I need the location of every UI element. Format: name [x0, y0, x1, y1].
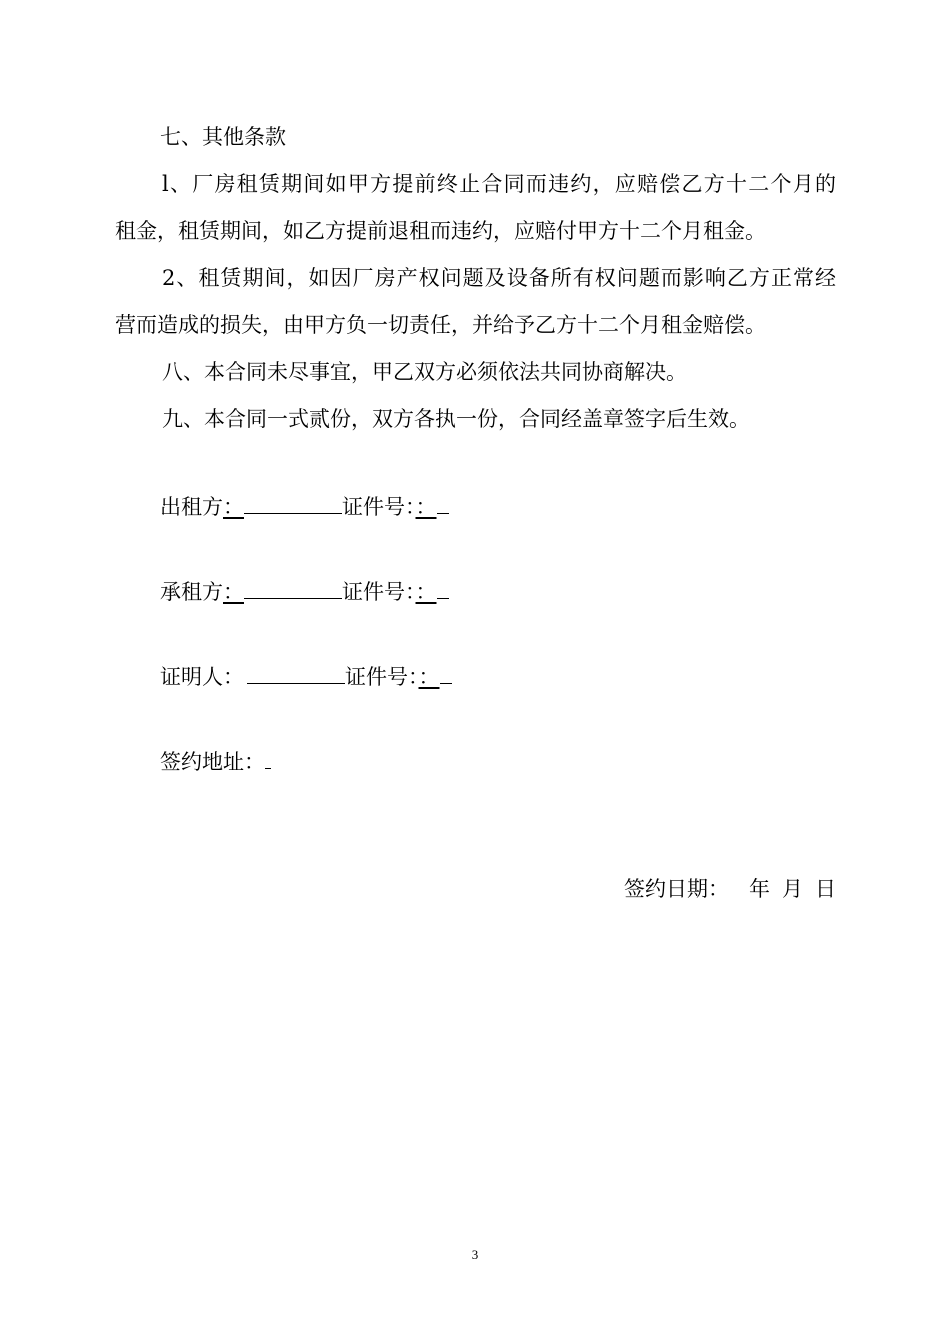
lessor-row — [160, 491, 449, 522]
lessee-row — [160, 576, 449, 607]
section-seven-heading: 七、其他条款 — [160, 125, 286, 149]
clause-1-line-1: l、厂房租赁期间如甲方提前终止合同而违约，应赔偿乙方十二个月的 — [162, 172, 836, 196]
section-eight: 八、本合同未尽事宜，甲乙双方必须依法共同协商解决。 — [162, 360, 687, 384]
witness-row — [160, 661, 452, 692]
lessor-colon: ： — [223, 495, 244, 519]
address-blank — [265, 746, 271, 769]
lessor-id-blank: ： — [415, 495, 437, 519]
witness-colon: ： — [223, 665, 244, 689]
sign-date-year: 年 — [749, 877, 770, 901]
lessor-label: 出租方 — [160, 495, 223, 519]
lessor-id-underline — [437, 491, 449, 514]
lessor-id-label: 证件号： — [342, 495, 416, 519]
witness-id-blank: ： — [418, 665, 440, 689]
witness-id-label: 证件号： — [345, 665, 419, 689]
sign-date-row — [624, 874, 836, 904]
witness-label: 证明人 — [160, 665, 223, 689]
address-row — [160, 746, 271, 777]
section-nine: 九、本合同一式贰份，双方各执一份，合同经盖章签字后生效。 — [162, 407, 750, 431]
lessee-id-label: 证件号： — [342, 580, 416, 604]
clause-1-line-2: 租金，租赁期间，如乙方提前退租而违约，应赔付甲方十二个月租金。 — [115, 219, 766, 243]
lessee-signature-blank — [244, 576, 342, 599]
lessee-colon: ： — [223, 580, 244, 604]
witness-id-underline — [440, 661, 452, 684]
sign-date-month: 月 — [782, 877, 803, 901]
address-label: 签约地址： — [160, 750, 265, 774]
sign-date-label: 签约日期： — [624, 877, 729, 901]
clause-2-line-2: 营而造成的损失，由甲方负一切责任，并给予乙方十二个月租金赔偿。 — [115, 313, 766, 337]
clause-2-line-1: 2、租赁期间，如因厂房产权问题及设备所有权问题而影响乙方正常经 — [162, 266, 836, 290]
lessee-id-underline — [437, 576, 449, 599]
witness-signature-blank — [247, 661, 345, 684]
lessee-label: 承租方 — [160, 580, 223, 604]
page-number: 3 — [471, 1247, 479, 1262]
sign-date-day: 日 — [815, 877, 836, 901]
lessor-signature-blank — [244, 491, 342, 514]
lessee-id-blank: ： — [415, 580, 437, 604]
